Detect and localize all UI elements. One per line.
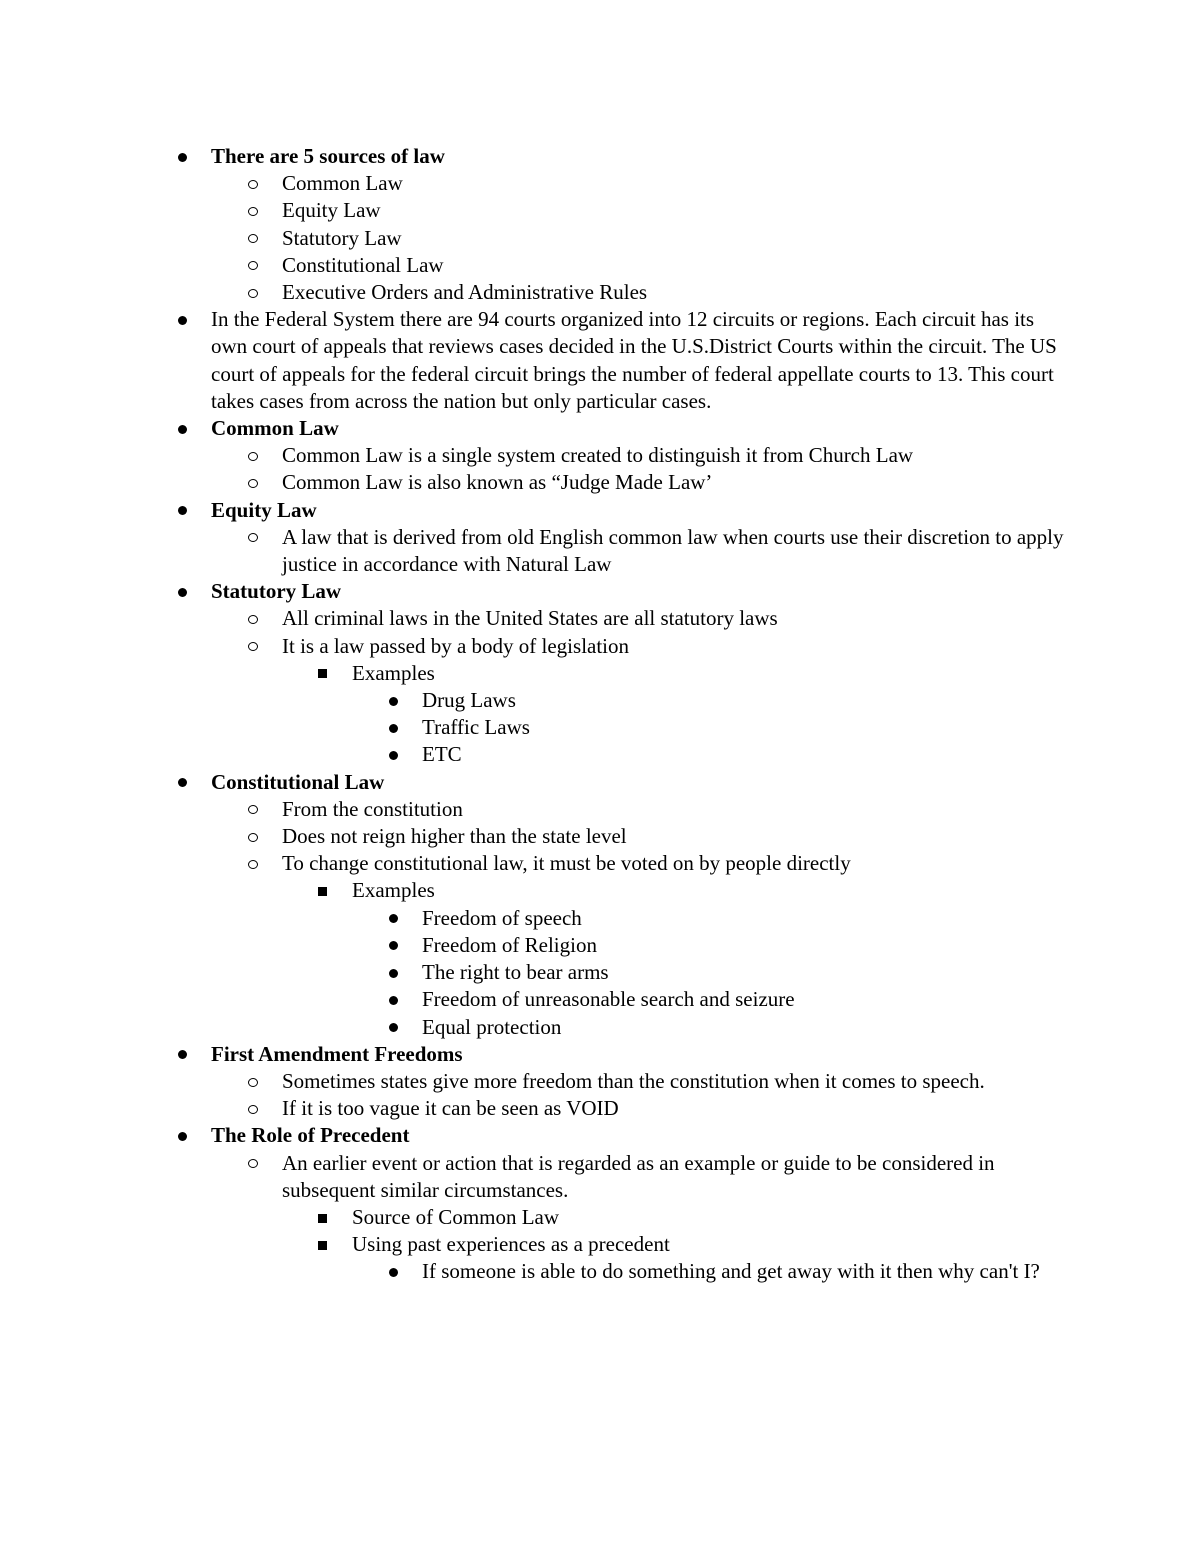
outline-item — [422, 1014, 1071, 1041]
item-text: ETC — [422, 742, 462, 767]
item-text: Common Law is a single system created to distinguish it from Church Law — [282, 443, 914, 468]
square-bullet-icon — [318, 1231, 330, 1258]
heading-text: There are 5 sources of law — [211, 144, 445, 168]
disc-bullet-icon — [389, 714, 401, 741]
outline-item — [282, 1150, 1071, 1204]
item-text: Common Law — [282, 171, 403, 196]
item-text: If someone is able to do something and get away with it then why can't I? — [422, 1259, 1040, 1284]
outline-item — [352, 1231, 1071, 1258]
item-text: Common Law is also known as “Judge Made Law’ — [282, 470, 713, 495]
circle-bullet-icon — [248, 225, 260, 252]
circle-bullet-icon — [248, 279, 260, 306]
outline-item — [282, 605, 1071, 632]
outline-item — [282, 796, 1071, 823]
circle-bullet-icon — [248, 524, 260, 551]
outline-item — [422, 687, 1071, 714]
outline-heading — [211, 497, 1071, 524]
item-text: Freedom of Religion — [422, 932, 597, 957]
item-text: Freedom of speech — [422, 905, 582, 930]
circle-bullet-icon — [248, 1068, 260, 1095]
outline-item — [282, 252, 1071, 279]
disc-bullet-icon — [178, 497, 190, 524]
notes-outline — [211, 143, 1071, 1286]
outline-item — [422, 714, 1071, 741]
circle-bullet-icon — [248, 1095, 260, 1122]
item-text: Examples — [352, 878, 435, 903]
outline-item — [352, 877, 1071, 904]
heading-text: Equity Law — [211, 497, 317, 522]
item-text: In the Federal System there are 94 courts organized into 12 circuits or regions. Each circuit has its own court of appeals that reviews cases decided in the U.S.District Courts within the circuit. The US court of appeals for the federal circuit brings the number of federal appellate courts to 13. This court takes cases from across the nation but only particular cases. — [211, 307, 1057, 413]
item-text: Freedom of unreasonable search and seizure — [422, 987, 795, 1012]
item-text: Equal protection — [422, 1014, 562, 1039]
item-text: To change constitutional law, it must be voted on by people directly — [282, 851, 851, 876]
disc-bullet-icon — [389, 1014, 401, 1041]
disc-bullet-icon — [178, 1041, 190, 1068]
item-text: Examples — [352, 660, 435, 685]
outline-item — [422, 932, 1071, 959]
circle-bullet-icon — [248, 469, 260, 496]
item-text: Drug Laws — [422, 688, 516, 713]
disc-bullet-icon — [178, 1122, 190, 1149]
outline-item — [282, 225, 1071, 252]
heading-text: First Amendment Freedoms — [211, 1041, 463, 1066]
outline-item — [422, 741, 1071, 768]
item-text: Traffic Laws — [422, 715, 530, 740]
outline-heading — [211, 769, 1071, 796]
item-text: It is a law passed by a body of legislation — [282, 633, 630, 658]
outline-heading — [211, 1122, 1071, 1149]
outline-item — [282, 850, 1071, 877]
item-text: Statutory Law — [282, 225, 402, 250]
item-text: An earlier event or action that is regarded as an example or guide to be considered in subsequent similar circumstances. — [282, 1150, 995, 1202]
item-text: The right to bear arms — [422, 960, 609, 985]
disc-bullet-icon — [178, 769, 190, 796]
disc-bullet-icon — [389, 741, 401, 768]
disc-bullet-icon — [389, 959, 401, 986]
circle-bullet-icon — [248, 1150, 260, 1177]
item-text: Sometimes states give more freedom than the constitution when it comes to speech. — [282, 1068, 985, 1093]
outline-item — [422, 905, 1071, 932]
disc-bullet-icon — [389, 1258, 401, 1285]
outline-heading — [211, 1041, 1071, 1068]
item-text: Using past experiences as a precedent — [352, 1232, 670, 1257]
outline-heading — [211, 578, 1071, 605]
outline-item — [282, 1095, 1071, 1122]
outline-heading — [211, 415, 1071, 442]
disc-bullet-icon — [389, 687, 401, 714]
item-text: A law that is derived from old English common law when courts use their discretion to apply justice in accordance with Natural Law — [282, 524, 1064, 577]
square-bullet-icon — [318, 660, 330, 687]
heading-text: Constitutional Law — [211, 769, 385, 794]
square-bullet-icon — [318, 1204, 330, 1231]
outline-item — [352, 660, 1071, 687]
outline-item — [282, 469, 1071, 496]
disc-bullet-icon — [178, 306, 190, 333]
item-text: Source of Common Law — [352, 1204, 560, 1229]
circle-bullet-icon — [248, 796, 260, 823]
disc-bullet-icon — [389, 905, 401, 932]
disc-bullet-icon — [389, 986, 401, 1013]
heading-text: Statutory Law — [211, 579, 342, 604]
circle-bullet-icon — [248, 850, 260, 877]
circle-bullet-icon — [248, 605, 260, 632]
disc-bullet-icon — [178, 578, 190, 605]
item-text: Executive Orders and Administrative Rules — [282, 280, 648, 305]
circle-bullet-icon — [248, 197, 260, 224]
item-text: Does not reign higher than the state level — [282, 824, 627, 849]
outline-heading — [211, 143, 1071, 170]
disc-bullet-icon — [178, 143, 190, 170]
outline-item — [282, 524, 1071, 578]
heading-text: The Role of Precedent — [211, 1123, 410, 1148]
outline-item — [282, 197, 1071, 224]
outline-item — [422, 959, 1071, 986]
outline-item — [352, 1204, 1071, 1231]
disc-bullet-icon — [389, 932, 401, 959]
circle-bullet-icon — [248, 633, 260, 660]
item-text: From the constitution — [282, 796, 463, 821]
outline-item — [282, 442, 1071, 469]
item-text: If it is too vague it can be seen as VOID — [282, 1096, 619, 1121]
outline-item — [282, 279, 1071, 306]
outline-item — [282, 170, 1071, 197]
item-text: All criminal laws in the United States are all statutory laws — [282, 606, 778, 631]
circle-bullet-icon — [248, 442, 260, 469]
item-text: Constitutional Law — [282, 252, 444, 277]
outline-item — [422, 986, 1071, 1013]
heading-text: Common Law — [211, 416, 339, 441]
outline-item — [282, 633, 1071, 660]
outline-item — [282, 823, 1071, 850]
circle-bullet-icon — [248, 252, 260, 279]
square-bullet-icon — [318, 877, 330, 904]
outline-item — [211, 306, 1071, 415]
circle-bullet-icon — [248, 823, 260, 850]
circle-bullet-icon — [248, 170, 260, 197]
outline-item — [282, 1068, 1071, 1095]
item-text: Equity Law — [282, 198, 381, 223]
disc-bullet-icon — [178, 415, 190, 442]
outline-item — [422, 1258, 1071, 1285]
